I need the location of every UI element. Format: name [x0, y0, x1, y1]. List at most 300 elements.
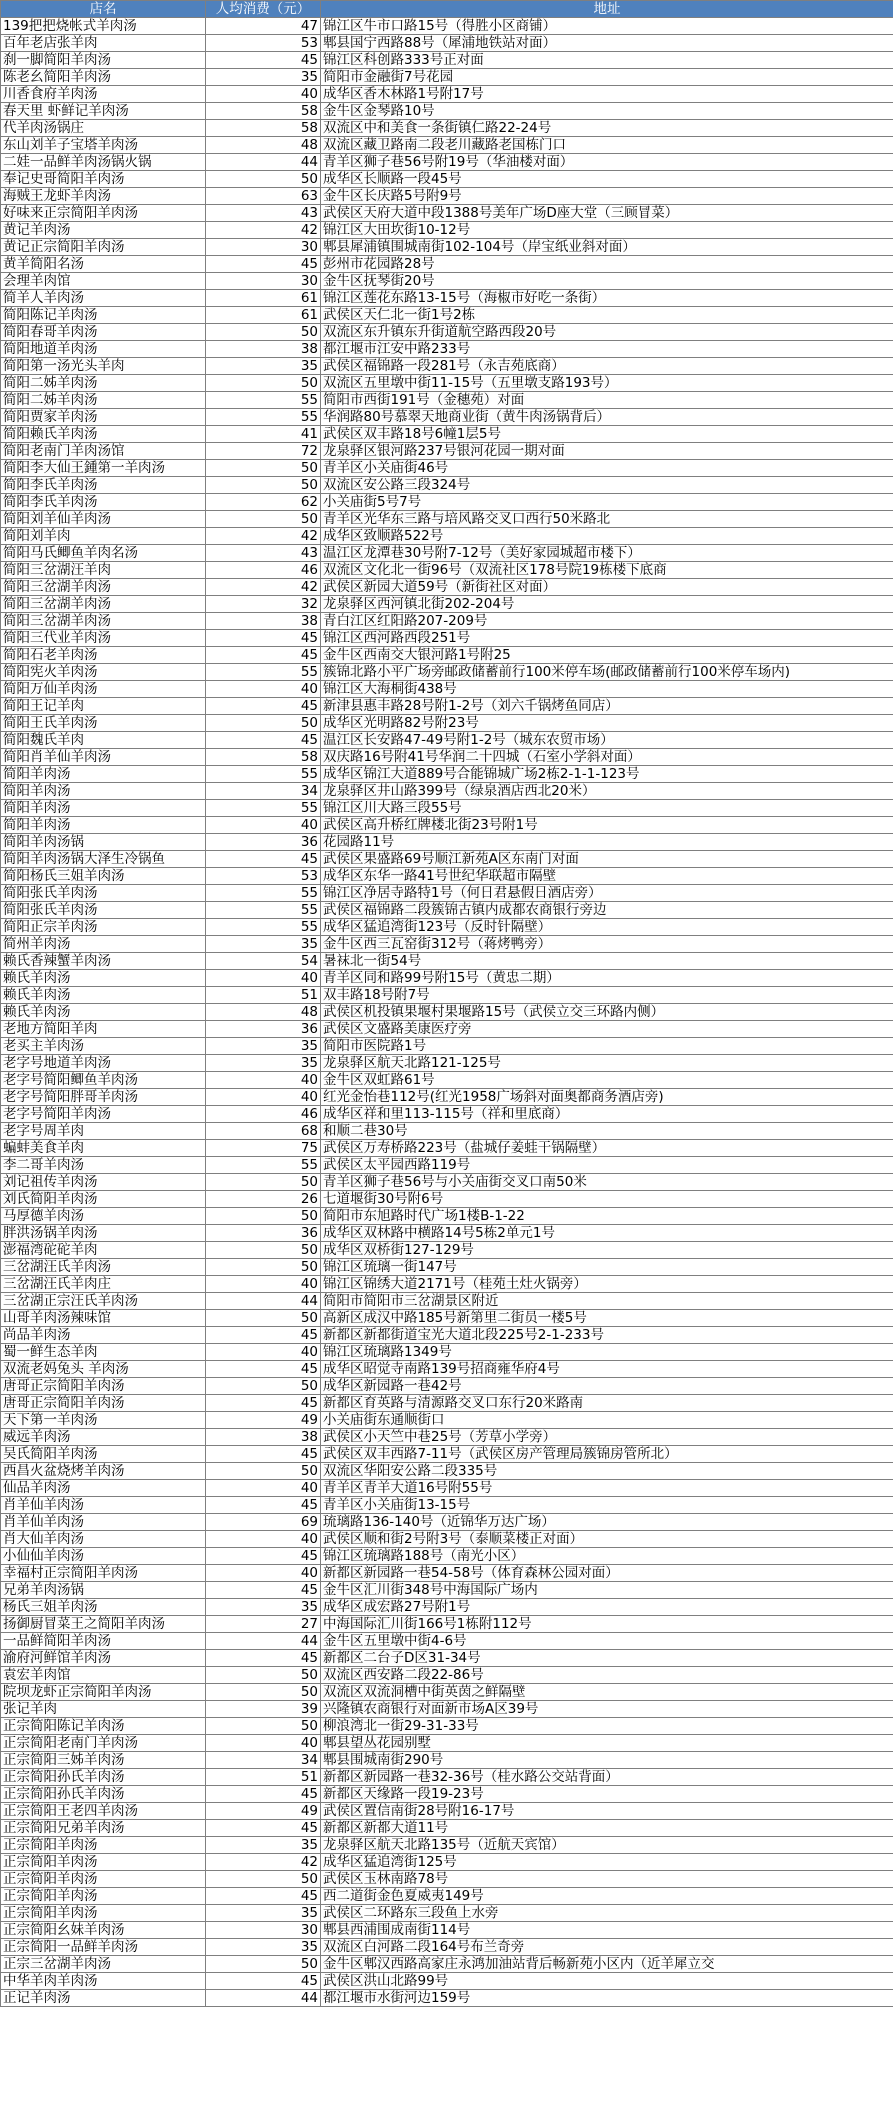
table-row[interactable]	[1, 375, 893, 392]
table-row[interactable]	[1, 885, 893, 902]
table-row[interactable]	[1, 256, 893, 273]
address-cell[interactable]: 新津县惠丰路28号附1-2号（刘六千锅烤鱼同店）	[321, 698, 893, 715]
shop-name-cell[interactable]: 赖氏羊肉汤	[1, 970, 206, 987]
table-row[interactable]	[1, 1786, 893, 1803]
shop-name-cell[interactable]: 正宗简阳孙氏羊肉汤	[1, 1786, 206, 1803]
table-row[interactable]	[1, 443, 893, 460]
shop-name-cell[interactable]: 奉记史哥简阳羊肉汤	[1, 171, 206, 188]
avg-price-cell[interactable]: 42	[206, 579, 321, 596]
shop-name-cell[interactable]: 正宗简阳羊肉汤	[1, 1871, 206, 1888]
avg-price-cell[interactable]: 50	[206, 1463, 321, 1480]
avg-price-cell[interactable]: 44	[206, 154, 321, 171]
address-cell[interactable]: 小关庙街东通顺街口	[321, 1412, 893, 1429]
avg-price-cell[interactable]: 55	[206, 800, 321, 817]
shop-name-cell[interactable]: 赖氏羊肉汤	[1, 987, 206, 1004]
table-row[interactable]	[1, 1208, 893, 1225]
shop-name-cell[interactable]: 百年老店张羊肉	[1, 35, 206, 52]
table-row[interactable]	[1, 154, 893, 171]
avg-price-cell[interactable]: 38	[206, 1429, 321, 1446]
shop-name-cell[interactable]: 蝙蚌美食羊肉	[1, 1140, 206, 1157]
shop-name-cell[interactable]: 肖羊仙羊肉汤	[1, 1514, 206, 1531]
address-cell[interactable]: 成华区锦江大道889号合能锦城广场2栋2-1-1-123号	[321, 766, 893, 783]
avg-price-cell[interactable]: 50	[206, 375, 321, 392]
avg-price-cell[interactable]: 39	[206, 1701, 321, 1718]
table-row[interactable]	[1, 1004, 893, 1021]
shop-name-cell[interactable]: 简阳第一汤光头羊肉	[1, 358, 206, 375]
shop-name-cell[interactable]: 老字号地道羊肉汤	[1, 1055, 206, 1072]
address-cell[interactable]: 锦江区大海桐街438号	[321, 681, 893, 698]
address-cell[interactable]: 武侯区顺和街2号附3号（泰顺菜楼正对面）	[321, 1531, 893, 1548]
table-row[interactable]	[1, 1327, 893, 1344]
shop-name-cell[interactable]: 二娃一品鲜羊肉汤锅火锅	[1, 154, 206, 171]
address-cell[interactable]: 双庆路16号附41号华润二十四城（石室小学斜对面）	[321, 749, 893, 766]
table-row[interactable]	[1, 460, 893, 477]
address-cell[interactable]: 锦江区琉璃路1349号	[321, 1344, 893, 1361]
avg-price-cell[interactable]: 55	[206, 919, 321, 936]
table-row[interactable]	[1, 1395, 893, 1412]
avg-price-cell[interactable]: 35	[206, 1599, 321, 1616]
address-cell[interactable]: 龙泉驿区井山路399号（绿泉酒店西北20米）	[321, 783, 893, 800]
table-row[interactable]	[1, 1378, 893, 1395]
table-row[interactable]	[1, 1871, 893, 1888]
address-cell[interactable]: 西二道街金色夏威夷149号	[321, 1888, 893, 1905]
shop-name-cell[interactable]: 老地方简阳羊肉	[1, 1021, 206, 1038]
table-row[interactable]	[1, 1565, 893, 1582]
address-cell[interactable]: 简阳市简阳市三岔湖景区附近	[321, 1293, 893, 1310]
avg-price-cell[interactable]: 35	[206, 358, 321, 375]
table-row[interactable]	[1, 970, 893, 987]
avg-price-cell[interactable]: 62	[206, 494, 321, 511]
shop-name-cell[interactable]: 简阳陈记羊肉汤	[1, 307, 206, 324]
table-row[interactable]	[1, 1055, 893, 1072]
table-row[interactable]	[1, 1820, 893, 1837]
table-row[interactable]	[1, 647, 893, 664]
shop-name-cell[interactable]: 正宗三岔湖羊肉汤	[1, 1956, 206, 1973]
address-cell[interactable]: 龙泉驿区西河镇北街202-204号	[321, 596, 893, 613]
avg-price-cell[interactable]: 35	[206, 1055, 321, 1072]
avg-price-cell[interactable]: 43	[206, 545, 321, 562]
shop-name-cell[interactable]: 好味来正宗简阳羊肉汤	[1, 205, 206, 222]
avg-price-cell[interactable]: 58	[206, 749, 321, 766]
avg-price-cell[interactable]: 45	[206, 1820, 321, 1837]
table-row[interactable]	[1, 1344, 893, 1361]
avg-price-cell[interactable]: 55	[206, 409, 321, 426]
avg-price-cell[interactable]: 42	[206, 528, 321, 545]
table-row[interactable]	[1, 851, 893, 868]
address-cell[interactable]: 小关庙街5号7号	[321, 494, 893, 511]
shop-name-cell[interactable]: 李二哥羊肉汤	[1, 1157, 206, 1174]
shop-name-cell[interactable]: 会理羊肉馆	[1, 273, 206, 290]
table-row[interactable]	[1, 1242, 893, 1259]
shop-name-cell[interactable]: 正宗简阳王老四羊肉汤	[1, 1803, 206, 1820]
address-cell[interactable]: 双丰路18号附7号	[321, 987, 893, 1004]
table-row[interactable]	[1, 987, 893, 1004]
shop-name-cell[interactable]: 刘记祖传羊肉汤	[1, 1174, 206, 1191]
table-row[interactable]	[1, 1361, 893, 1378]
address-cell[interactable]: 武侯区万寿桥路223号（盐城仔姜蛙干锅隔壁）	[321, 1140, 893, 1157]
avg-price-cell[interactable]: 48	[206, 1004, 321, 1021]
shop-name-cell[interactable]: 简阳宪火羊肉汤	[1, 664, 206, 681]
shop-name-cell[interactable]: 简阳羊肉汤锅大泽生冷锅鱼	[1, 851, 206, 868]
shop-name-cell[interactable]: 简阳二姊羊肉汤	[1, 375, 206, 392]
table-row[interactable]	[1, 749, 893, 766]
address-cell[interactable]: 簇锦北路小平广场旁邮政储蓄前行100米停车场(邮政储蓄前行100米停车场内)	[321, 664, 893, 681]
address-cell[interactable]: 双流区安公路三段324号	[321, 477, 893, 494]
avg-price-cell[interactable]: 45	[206, 256, 321, 273]
table-row[interactable]	[1, 409, 893, 426]
table-row[interactable]	[1, 426, 893, 443]
shop-name-cell[interactable]: 老字号简阳鲫鱼羊肉汤	[1, 1072, 206, 1089]
shop-name-cell[interactable]: 正宗简阳羊肉汤	[1, 1854, 206, 1871]
address-cell[interactable]: 锦江区净居寺路特1号（何日君悬假日酒店旁）	[321, 885, 893, 902]
address-cell[interactable]: 金牛区双虹路61号	[321, 1072, 893, 1089]
address-cell[interactable]: 新都区育英路与清源路交叉口东行20米路南	[321, 1395, 893, 1412]
address-cell[interactable]: 青羊区同和路99号附15号（黄忠二期）	[321, 970, 893, 987]
table-row[interactable]	[1, 1072, 893, 1089]
shop-name-cell[interactable]: 唐哥正宗简阳羊肉汤	[1, 1395, 206, 1412]
table-row[interactable]	[1, 1310, 893, 1327]
avg-price-cell[interactable]: 55	[206, 766, 321, 783]
address-cell[interactable]: 和顺二巷30号	[321, 1123, 893, 1140]
table-row[interactable]	[1, 1667, 893, 1684]
avg-price-cell[interactable]: 55	[206, 392, 321, 409]
avg-price-cell[interactable]: 50	[206, 1242, 321, 1259]
address-cell[interactable]: 金牛区抚琴街20号	[321, 273, 893, 290]
table-row[interactable]	[1, 1718, 893, 1735]
address-cell[interactable]: 青羊区小关庙街46号	[321, 460, 893, 477]
avg-price-cell[interactable]: 51	[206, 987, 321, 1004]
table-row[interactable]	[1, 953, 893, 970]
avg-price-cell[interactable]: 40	[206, 817, 321, 834]
table-row[interactable]	[1, 562, 893, 579]
address-cell[interactable]: 成华区猛追湾街125号	[321, 1854, 893, 1871]
address-cell[interactable]: 青白江区红阳路207-209号	[321, 613, 893, 630]
shop-name-cell[interactable]: 春天里 虾鲜记羊肉汤	[1, 103, 206, 120]
shop-name-cell[interactable]: 正宗简阳幺妹羊肉汤	[1, 1922, 206, 1939]
address-cell[interactable]: 双流区东升镇东升街道航空路西段20号	[321, 324, 893, 341]
address-cell[interactable]: 郫县犀浦镇围城南街102-104号（岸宝纸业斜对面）	[321, 239, 893, 256]
table-row[interactable]	[1, 630, 893, 647]
shop-name-cell[interactable]: 简阳羊肉汤	[1, 800, 206, 817]
table-row[interactable]	[1, 783, 893, 800]
shop-name-cell[interactable]: 赖氏香辣蟹羊肉汤	[1, 953, 206, 970]
avg-price-cell[interactable]: 45	[206, 1395, 321, 1412]
avg-price-cell[interactable]: 35	[206, 1939, 321, 1956]
table-row[interactable]	[1, 1259, 893, 1276]
table-row[interactable]	[1, 1582, 893, 1599]
shop-name-cell[interactable]: 老字号简阳胖哥羊肉汤	[1, 1089, 206, 1106]
address-cell[interactable]: 锦江区琉璃路188号（南光小区）	[321, 1548, 893, 1565]
shop-name-cell[interactable]: 袁宏羊肉馆	[1, 1667, 206, 1684]
address-cell[interactable]: 中海国际汇川街166号1栋附112号	[321, 1616, 893, 1633]
shop-name-cell[interactable]: 简阳正宗羊肉汤	[1, 919, 206, 936]
table-row[interactable]	[1, 1106, 893, 1123]
avg-price-cell[interactable]: 46	[206, 1106, 321, 1123]
address-cell[interactable]: 武侯区玉林南路78号	[321, 1871, 893, 1888]
avg-price-cell[interactable]: 35	[206, 1837, 321, 1854]
address-cell[interactable]: 青羊区小关庙街13-15号	[321, 1497, 893, 1514]
shop-name-cell[interactable]: 黄记羊肉汤	[1, 222, 206, 239]
avg-price-cell[interactable]: 45	[206, 630, 321, 647]
address-cell[interactable]: 成华区致顺路522号	[321, 528, 893, 545]
shop-name-cell[interactable]: 代羊肉汤锅庄	[1, 120, 206, 137]
avg-price-cell[interactable]: 51	[206, 1769, 321, 1786]
table-row[interactable]	[1, 545, 893, 562]
avg-price-cell[interactable]: 55	[206, 1157, 321, 1174]
shop-name-cell[interactable]: 仙品羊肉汤	[1, 1480, 206, 1497]
address-cell[interactable]: 华润路80号慕翠天地商业街（黄牛肉汤锅背后）	[321, 409, 893, 426]
shop-name-cell[interactable]: 三岔湖汪氏羊肉汤	[1, 1259, 206, 1276]
address-cell[interactable]: 武侯区双丰西路7-11号（武侯区房产管理局簇锦房管所北）	[321, 1446, 893, 1463]
avg-price-cell[interactable]: 49	[206, 1803, 321, 1820]
avg-price-cell[interactable]: 55	[206, 902, 321, 919]
avg-price-cell[interactable]: 50	[206, 1684, 321, 1701]
address-cell[interactable]: 成华区成宏路27号附1号	[321, 1599, 893, 1616]
table-row[interactable]	[1, 528, 893, 545]
shop-name-cell[interactable]: 简阳刘羊肉	[1, 528, 206, 545]
shop-name-cell[interactable]: 肖大仙羊肉汤	[1, 1531, 206, 1548]
table-row[interactable]	[1, 902, 893, 919]
shop-name-cell[interactable]: 简阳三岔湖汪羊肉	[1, 562, 206, 579]
address-cell[interactable]: 锦江区大田坎街10-12号	[321, 222, 893, 239]
shop-name-cell[interactable]: 正宗简阳孙氏羊肉汤	[1, 1769, 206, 1786]
table-row[interactable]	[1, 664, 893, 681]
shop-name-cell[interactable]: 山哥羊肉汤辣味馆	[1, 1310, 206, 1327]
address-cell[interactable]: 武侯区文盛路美康医疗旁	[321, 1021, 893, 1038]
shop-name-cell[interactable]: 澎福湾砣砣羊肉	[1, 1242, 206, 1259]
table-row[interactable]	[1, 1837, 893, 1854]
shop-name-cell[interactable]: 正宗简阳羊肉汤	[1, 1888, 206, 1905]
address-cell[interactable]: 青羊区狮子巷56号附19号（华油楼对面）	[321, 154, 893, 171]
table-row[interactable]	[1, 936, 893, 953]
avg-price-cell[interactable]: 40	[206, 1480, 321, 1497]
shop-name-cell[interactable]: 简州羊肉汤	[1, 936, 206, 953]
address-cell[interactable]: 成华区香木林路1号附17号	[321, 86, 893, 103]
shop-name-cell[interactable]: 简阳张氏羊肉汤	[1, 902, 206, 919]
address-cell[interactable]: 武侯区天府大道中段1388号美年广场D座大堂（三顾冒菜）	[321, 205, 893, 222]
avg-price-cell[interactable]: 36	[206, 1225, 321, 1242]
address-cell[interactable]: 武侯区二环路东三段鱼上水旁	[321, 1905, 893, 1922]
avg-price-cell[interactable]: 40	[206, 1276, 321, 1293]
shop-name-cell[interactable]: 张记羊肉	[1, 1701, 206, 1718]
shop-name-cell[interactable]: 吴氏简阳羊肉汤	[1, 1446, 206, 1463]
address-cell[interactable]: 双流区西安路二段22-86号	[321, 1667, 893, 1684]
table-row[interactable]	[1, 698, 893, 715]
avg-price-cell[interactable]: 44	[206, 1293, 321, 1310]
table-row[interactable]	[1, 1616, 893, 1633]
table-row[interactable]	[1, 307, 893, 324]
address-cell[interactable]: 都江堰市水街河边159号	[321, 1990, 893, 2007]
shop-name-cell[interactable]: 简阳三岔湖羊肉汤	[1, 613, 206, 630]
avg-price-cell[interactable]: 44	[206, 1990, 321, 2007]
table-row[interactable]	[1, 1990, 893, 2007]
shop-name-cell[interactable]: 东山刘羊子宝塔羊肉汤	[1, 137, 206, 154]
address-cell[interactable]: 简阳市金融街7号花园	[321, 69, 893, 86]
avg-price-cell[interactable]: 40	[206, 1072, 321, 1089]
address-cell[interactable]: 暑袜北一街54号	[321, 953, 893, 970]
table-row[interactable]	[1, 171, 893, 188]
avg-price-cell[interactable]: 40	[206, 1565, 321, 1582]
table-row[interactable]	[1, 137, 893, 154]
address-cell[interactable]: 新都区新园路一巷32-36号（桂水路公交站背面）	[321, 1769, 893, 1786]
table-row[interactable]	[1, 1973, 893, 1990]
avg-price-cell[interactable]: 75	[206, 1140, 321, 1157]
avg-price-cell[interactable]: 50	[206, 171, 321, 188]
shop-name-cell[interactable]: 胖洪汤锅羊肉汤	[1, 1225, 206, 1242]
table-row[interactable]	[1, 511, 893, 528]
avg-price-cell[interactable]: 45	[206, 1548, 321, 1565]
table-row[interactable]	[1, 1123, 893, 1140]
table-row[interactable]	[1, 1939, 893, 1956]
shop-name-cell[interactable]: 海贼王龙虾羊肉汤	[1, 188, 206, 205]
avg-price-cell[interactable]: 40	[206, 1531, 321, 1548]
shop-name-cell[interactable]: 威远羊肉汤	[1, 1429, 206, 1446]
shop-name-cell[interactable]: 马厚德羊肉汤	[1, 1208, 206, 1225]
shop-name-cell[interactable]: 正宗简阳老南门羊肉汤	[1, 1735, 206, 1752]
avg-price-cell[interactable]: 35	[206, 1905, 321, 1922]
table-row[interactable]	[1, 1769, 893, 1786]
table-row[interactable]	[1, 222, 893, 239]
table-row[interactable]	[1, 494, 893, 511]
avg-price-cell[interactable]: 47	[206, 18, 321, 35]
address-cell[interactable]: 武侯区福锦路一段281号（永吉苑底商）	[321, 358, 893, 375]
avg-price-cell[interactable]: 50	[206, 1871, 321, 1888]
avg-price-cell[interactable]: 50	[206, 324, 321, 341]
header-avg-price[interactable]: 人均消费（元）	[206, 1, 321, 18]
shop-name-cell[interactable]: 简阳贾家羊肉汤	[1, 409, 206, 426]
shop-name-cell[interactable]: 简阳春哥羊肉汤	[1, 324, 206, 341]
address-cell[interactable]: 成华区光明路82号附23号	[321, 715, 893, 732]
avg-price-cell[interactable]: 34	[206, 1752, 321, 1769]
table-row[interactable]	[1, 477, 893, 494]
address-cell[interactable]: 温江区长安路47-49号附1-2号（城东农贸市场）	[321, 732, 893, 749]
shop-name-cell[interactable]: 双流老妈兔头 羊肉汤	[1, 1361, 206, 1378]
shop-name-cell[interactable]: 简阳三岔湖羊肉汤	[1, 579, 206, 596]
shop-name-cell[interactable]: 幸福村正宗简阳羊肉汤	[1, 1565, 206, 1582]
shop-name-cell[interactable]: 简阳老南门羊肉汤馆	[1, 443, 206, 460]
avg-price-cell[interactable]: 45	[206, 1650, 321, 1667]
table-row[interactable]	[1, 69, 893, 86]
shop-name-cell[interactable]: 赖氏羊肉汤	[1, 1004, 206, 1021]
address-cell[interactable]: 青羊区狮子巷56号与小关庙街交叉口南50米	[321, 1174, 893, 1191]
table-row[interactable]	[1, 205, 893, 222]
address-cell[interactable]: 双流区双流洞槽中街英茵之鲜隔壁	[321, 1684, 893, 1701]
avg-price-cell[interactable]: 50	[206, 1259, 321, 1276]
shop-name-cell[interactable]: 兄弟羊肉汤锅	[1, 1582, 206, 1599]
table-row[interactable]	[1, 1956, 893, 1973]
table-row[interactable]	[1, 1038, 893, 1055]
avg-price-cell[interactable]: 45	[206, 1582, 321, 1599]
avg-price-cell[interactable]: 55	[206, 664, 321, 681]
table-row[interactable]	[1, 1276, 893, 1293]
shop-name-cell[interactable]: 唐哥正宗简阳羊肉汤	[1, 1378, 206, 1395]
address-cell[interactable]: 龙泉驿区航天北路135号（近航天宾馆）	[321, 1837, 893, 1854]
table-row[interactable]	[1, 1446, 893, 1463]
address-cell[interactable]: 新都区新园路一巷54-58号（体育森林公园对面）	[321, 1565, 893, 1582]
address-cell[interactable]: 武侯区高升桥红牌楼北街23号附1号	[321, 817, 893, 834]
avg-price-cell[interactable]: 45	[206, 1361, 321, 1378]
table-row[interactable]	[1, 766, 893, 783]
avg-price-cell[interactable]: 38	[206, 613, 321, 630]
avg-price-cell[interactable]: 58	[206, 120, 321, 137]
address-cell[interactable]: 成华区昭觉寺南路139号招商雍华府4号	[321, 1361, 893, 1378]
address-cell[interactable]: 成华区猛追湾街123号（反时针隔壁）	[321, 919, 893, 936]
address-cell[interactable]: 彭州市花园路28号	[321, 256, 893, 273]
shop-name-cell[interactable]: 刹一脚简阳羊肉汤	[1, 52, 206, 69]
address-cell[interactable]: 锦江区锦绣大道2171号（桂苑土灶火锅旁）	[321, 1276, 893, 1293]
table-row[interactable]	[1, 1174, 893, 1191]
address-cell[interactable]: 锦江区科创路333号正对面	[321, 52, 893, 69]
address-cell[interactable]: 新都区新都街道宝光大道北段225号2-1-233号	[321, 1327, 893, 1344]
avg-price-cell[interactable]: 36	[206, 834, 321, 851]
table-row[interactable]	[1, 1633, 893, 1650]
shop-name-cell[interactable]: 简阳李大仙王鍾第一羊肉汤	[1, 460, 206, 477]
address-cell[interactable]: 新都区新都大道11号	[321, 1820, 893, 1837]
avg-price-cell[interactable]: 35	[206, 936, 321, 953]
address-cell[interactable]: 金牛区汇川街348号中海国际广场内	[321, 1582, 893, 1599]
address-cell[interactable]: 简阳市医院路1号	[321, 1038, 893, 1055]
shop-name-cell[interactable]: 老字号周羊肉	[1, 1123, 206, 1140]
avg-price-cell[interactable]: 50	[206, 1718, 321, 1735]
address-cell[interactable]: 成华区祥和里113-115号（祥和里底商）	[321, 1106, 893, 1123]
shop-name-cell[interactable]: 黄记正宗简阳羊肉汤	[1, 239, 206, 256]
address-cell[interactable]: 金牛区金琴路10号	[321, 103, 893, 120]
table-row[interactable]	[1, 324, 893, 341]
avg-price-cell[interactable]: 45	[206, 1888, 321, 1905]
avg-price-cell[interactable]: 54	[206, 953, 321, 970]
table-row[interactable]	[1, 1463, 893, 1480]
address-cell[interactable]: 花园路11号	[321, 834, 893, 851]
address-cell[interactable]: 高新区成汉中路185号新第里二街员一楼5号	[321, 1310, 893, 1327]
avg-price-cell[interactable]: 58	[206, 103, 321, 120]
table-row[interactable]	[1, 392, 893, 409]
table-row[interactable]	[1, 834, 893, 851]
avg-price-cell[interactable]: 40	[206, 1735, 321, 1752]
avg-price-cell[interactable]: 34	[206, 783, 321, 800]
avg-price-cell[interactable]: 30	[206, 1922, 321, 1939]
address-cell[interactable]: 青羊区青羊大道16号附55号	[321, 1480, 893, 1497]
avg-price-cell[interactable]: 45	[206, 1446, 321, 1463]
shop-name-cell[interactable]: 刘氏简阳羊肉汤	[1, 1191, 206, 1208]
avg-price-cell[interactable]: 45	[206, 647, 321, 664]
avg-price-cell[interactable]: 45	[206, 1497, 321, 1514]
avg-price-cell[interactable]: 41	[206, 426, 321, 443]
table-row[interactable]	[1, 1225, 893, 1242]
avg-price-cell[interactable]: 27	[206, 1616, 321, 1633]
avg-price-cell[interactable]: 40	[206, 1344, 321, 1361]
shop-name-cell[interactable]: 简阳羊肉汤	[1, 817, 206, 834]
address-cell[interactable]: 武侯区机投镇果堰村果堰路15号（武侯立交三环路内侧）	[321, 1004, 893, 1021]
address-cell[interactable]: 武侯区天仁北一街1号2栋	[321, 307, 893, 324]
table-row[interactable]	[1, 579, 893, 596]
table-row[interactable]	[1, 120, 893, 137]
avg-price-cell[interactable]: 40	[206, 86, 321, 103]
table-row[interactable]	[1, 239, 893, 256]
table-row[interactable]	[1, 817, 893, 834]
table-row[interactable]	[1, 1599, 893, 1616]
address-cell[interactable]: 金牛区郫汉西路高家庄永鸿加油站背后畅新苑小区内（近羊犀立交	[321, 1956, 893, 1973]
shop-name-cell[interactable]: 简阳王记羊肉	[1, 698, 206, 715]
address-cell[interactable]: 红光金怡巷112号(红光1958广场斜对面奥都商务酒店旁)	[321, 1089, 893, 1106]
avg-price-cell[interactable]: 50	[206, 511, 321, 528]
address-cell[interactable]: 武侯区洪山北路99号	[321, 1973, 893, 1990]
table-row[interactable]	[1, 1888, 893, 1905]
shop-name-cell[interactable]: 老买主羊肉汤	[1, 1038, 206, 1055]
table-row[interactable]	[1, 273, 893, 290]
shop-name-cell[interactable]: 简阳三岔湖羊肉汤	[1, 596, 206, 613]
address-cell[interactable]: 武侯区福锦路二段簇锦古镇内成都农商银行旁边	[321, 902, 893, 919]
avg-price-cell[interactable]: 36	[206, 1021, 321, 1038]
